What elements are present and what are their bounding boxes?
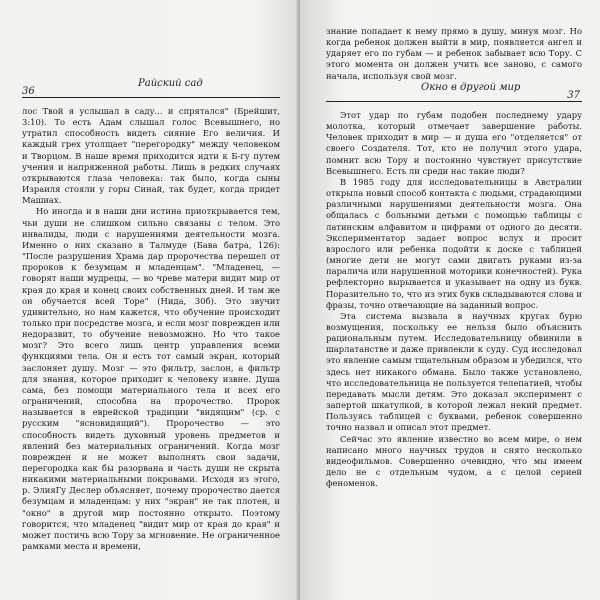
left-paragraph-2: Но иногда и в наши дни истина приоткрывается тем, чьи души не слишком сильно связаны с телом. Это инвалиды, люди с нарушениями деятельности мозга. Именно о них сказано в Талмуде (Бава батра, 126): "После разрушения Храма дар пророчества перешел от пророков к безумцам и младенцам". "Младенец, — говорят наши мудрецы, — во чреве матери видит мир от края до края и конец своих собственных дней. И там же он обучается всей Торе" (Нида, 30б). Это звучит удивительно, но нам кажется, что обучение происходит только при посредстве мозга, и если мозг поврежден или недоразвит, то обучение невозможно. Но что такое мозг? Это всего лишь центр управления всеми функциями тела. Он и есть тот самый экран, который заслоняет душу. Мозг — это фильтр, заслон, а фильтр для знания, которое приходит к человеку извне. Душа сама, без помощи материального тела и всех его ограничений, способна на пророчество. Пророк называется в еврейской традиции "видящим" (ср. с русским "ясновидящий"). Пророчество — это способность видеть духовный уровень предметов и явлений без материальных ограничений. Когда мозг поврежден и не может выполнять свои задачи, перегородка как бы разорвана и часть души не скрыта никакими материальными покровами. Исходя из этого, р. ЭлияГу Деслер объясняет, почему пророчество дается безумцам и младенцам: у них "экран" не так плотен, и "окно" в другой мир постоянно открыто. Поэтому говорится, что младенец "видит мир от края до края" и может постичь всю Тору за мгновение. Не ограниченное рамками места и времени, <box>22 206 280 552</box>
left-header-rule <box>22 97 280 98</box>
left-page-number: 36 <box>22 86 35 97</box>
right-page-header <box>326 82 582 106</box>
right-running-title: Окно в другой мир <box>421 82 521 93</box>
left-page-body <box>22 106 280 552</box>
right-paragraph-4: Эта система вызвала в научных кругах бурю возмущения, поскольку ее нельзя было объяснить рациональным путем. Исследовательницу обвинили в шарлатанстве и даже привлекли к суду. Суд исследовал это явление самым тщательным образом и убедился, что здесь нет никакого обмана. Было также установлено, что исследовательница не пользуется телепатией, чтобы передавать мысли детям. Это доказал эксперимент с запертой шкатулкой, в которой лежал некий предмет. Пользуясь таблицей с буквами, ребенок совершенно точно назвал и описал этот предмет. <box>326 310 582 433</box>
right-page-lower-body <box>326 110 582 489</box>
left-paragraph-1: лос Твой я услышал в саду... и спрятался" (Брейшит, 3:10). То есть Адам слышал голос Всевышнего, но утратил способность видеть сияние Его величия. И каждый грех утолщает "перегородку" между человеком и Творцом. В наше время приходится идти к Б-гу путем учения и напряженной работы. Лишь в редких случаях открываются глаза человека: так было, когда сыны Израиля стояли у горы Синай, так будет, когда придет Машиах. <box>22 106 280 206</box>
right-paragraph-1: знание попадает к нему прямо в душу, минуя мозг. Но когда ребенок должен выйти в мир, появляется ангел и ударяет его по губам — и ребенок забывает всю Тору. С этого момента он должен учить все заново, с самого начала, используя свой мозг. <box>326 26 582 81</box>
right-page-top-body <box>326 26 582 82</box>
right-paragraph-2: Этот удар по губам подобен последнему удару молотка, который отмечает завершение работы. Человек приходит в мир — и душа его "отделяется" от своего Создателя. Тот, кто не получил этого удара, помнит всю Тору и постоянно чувствует присутствие Всевышнего. Есть ли среди нас такие люди? <box>326 110 582 176</box>
right-paragraph-5: Сейчас это явление известно во всем мире, о нем написано много научных трудов и снято несколько видеофильмов. Совершенно очевидно, что мы имеем дело не с отдельным чудом, а с целой серией феноменов. <box>326 433 582 489</box>
right-page-number: 37 <box>567 90 580 101</box>
right-paragraph-3: В 1985 году для исследовательницы в Австралии открыла новый способ контакта с людьми, страдающими различными нарушениями деятельности мозга. Она общалась с больными детьми с помощью таблицы с латинским алфавитом и цифрами от одного до десяти. Экспериментатор задает вопрос вслух и просит взрослого или ребенка подойти к доске с таблицей (многие дети не могут сами двигать руками из-за паралича или нарушенной моторики конечностей). Рука рефлекторно вырывается и указывает на одну из букв. Поразительно то, что из этих букв складываются слова и фразы, точно отвечающие на заданный вопрос. <box>326 176 582 310</box>
left-running-title: Райский сад <box>138 78 203 89</box>
left-page-header <box>22 78 280 102</box>
right-page <box>300 0 600 600</box>
right-header-rule <box>326 101 582 102</box>
